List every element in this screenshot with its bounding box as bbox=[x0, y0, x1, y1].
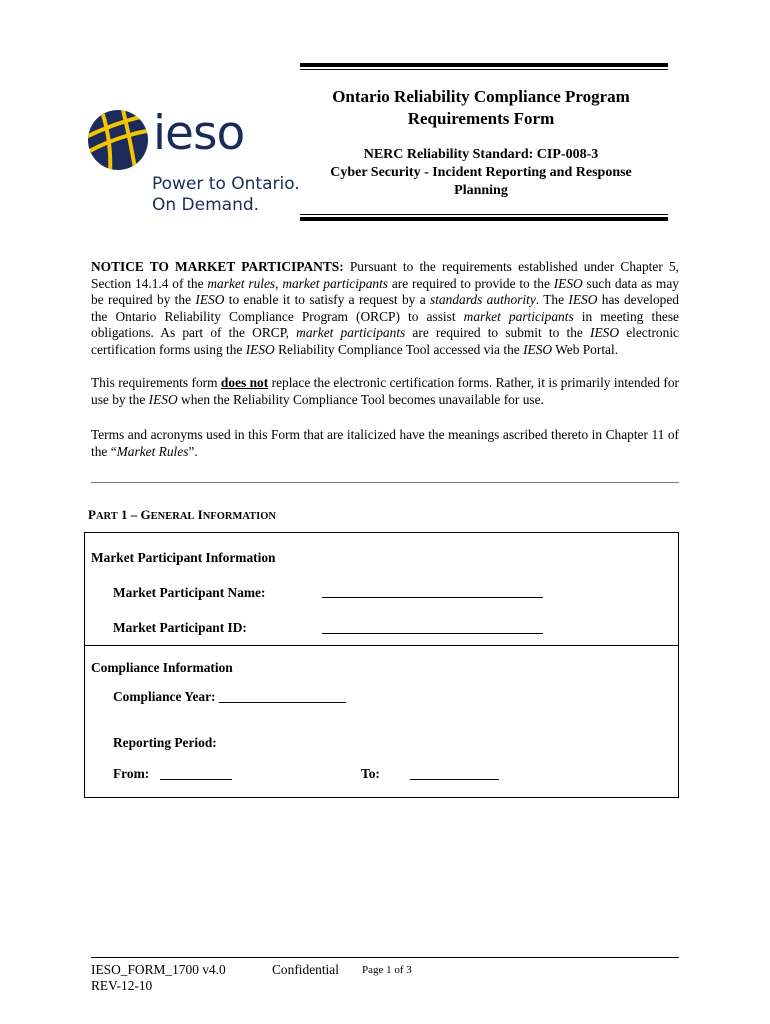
header-rule-bottom-thin bbox=[300, 214, 668, 215]
header-rule-bottom bbox=[300, 217, 668, 221]
from-date-field[interactable] bbox=[160, 779, 232, 780]
compliance-information-box bbox=[84, 645, 679, 798]
terms-paragraph: Terms and acronyms used in this Form that are italicized have the meanings ascribed thereto in Chapter 11 of the “Market Rules”. bbox=[91, 427, 679, 459]
footer-form-id: IESO_FORM_1700 v4.0 bbox=[91, 962, 226, 977]
ieso-logo bbox=[86, 106, 300, 218]
notice-paragraph: NOTICE TO MARKET PARTICIPANTS: Pursuant to the requirements established under Chapter 5, Section 14.1.4 of the market rules, market participants are required to provide to the IESO such data as may be required by the IESO to enable it to satisfy a request by a standards authority. The IESO has developed the Ontario Reliability Compliance Program (ORCP) to assist market participants in meeting these obligations. As part of the ORCP, market participants are required to submit to the IESO electronic certification forms using the IESO Reliability Compliance Tool accessed via the IESO Web Portal. bbox=[91, 259, 679, 357]
footer-classification: Confidential bbox=[272, 962, 339, 977]
market-participant-id-field[interactable] bbox=[322, 633, 543, 634]
header-rule-top-thin bbox=[300, 69, 668, 70]
form-title: Ontario Reliability Compliance Program Requirements Form bbox=[332, 87, 630, 128]
footer-page-number: Page 1 of 3 bbox=[362, 964, 412, 976]
header-rule-top bbox=[300, 63, 668, 67]
to-date-field[interactable] bbox=[410, 779, 499, 780]
section-divider bbox=[91, 482, 679, 483]
market-participant-section-title: Market Participant Information bbox=[91, 550, 276, 565]
market-participant-name-label: Market Participant Name: bbox=[113, 585, 266, 600]
footer-revision: REV-12-10 bbox=[91, 978, 153, 993]
market-participant-box bbox=[84, 532, 679, 646]
standard-title: NERC Reliability Standard: CIP-008-3 Cyber Security - Incident Reporting and Response Planning bbox=[330, 147, 632, 198]
to-label: To: bbox=[361, 766, 380, 781]
compliance-section-title: Compliance Information bbox=[91, 660, 233, 675]
ieso-wordmark: ieso bbox=[153, 106, 245, 161]
reporting-period-label: Reporting Period: bbox=[113, 735, 217, 750]
disclaimer-paragraph: This requirements form does not replace the electronic certification forms. Rather, it is primarily intended for use by the IESO when the Reliability Compliance Tool becomes unavailable for use. bbox=[91, 375, 680, 407]
part-1-heading: PART 1 – GENERAL INFORMATION bbox=[88, 507, 277, 522]
footer-rule bbox=[91, 957, 679, 958]
compliance-year-field[interactable]: Compliance Year: ___________________ bbox=[113, 689, 347, 704]
ieso-globe-icon bbox=[86, 108, 150, 172]
ieso-tagline: Power to Ontario. On Demand. bbox=[152, 174, 300, 215]
market-participant-name-field[interactable] bbox=[322, 597, 543, 598]
market-participant-id-label: Market Participant ID: bbox=[113, 620, 247, 635]
from-label: From: bbox=[113, 766, 150, 781]
